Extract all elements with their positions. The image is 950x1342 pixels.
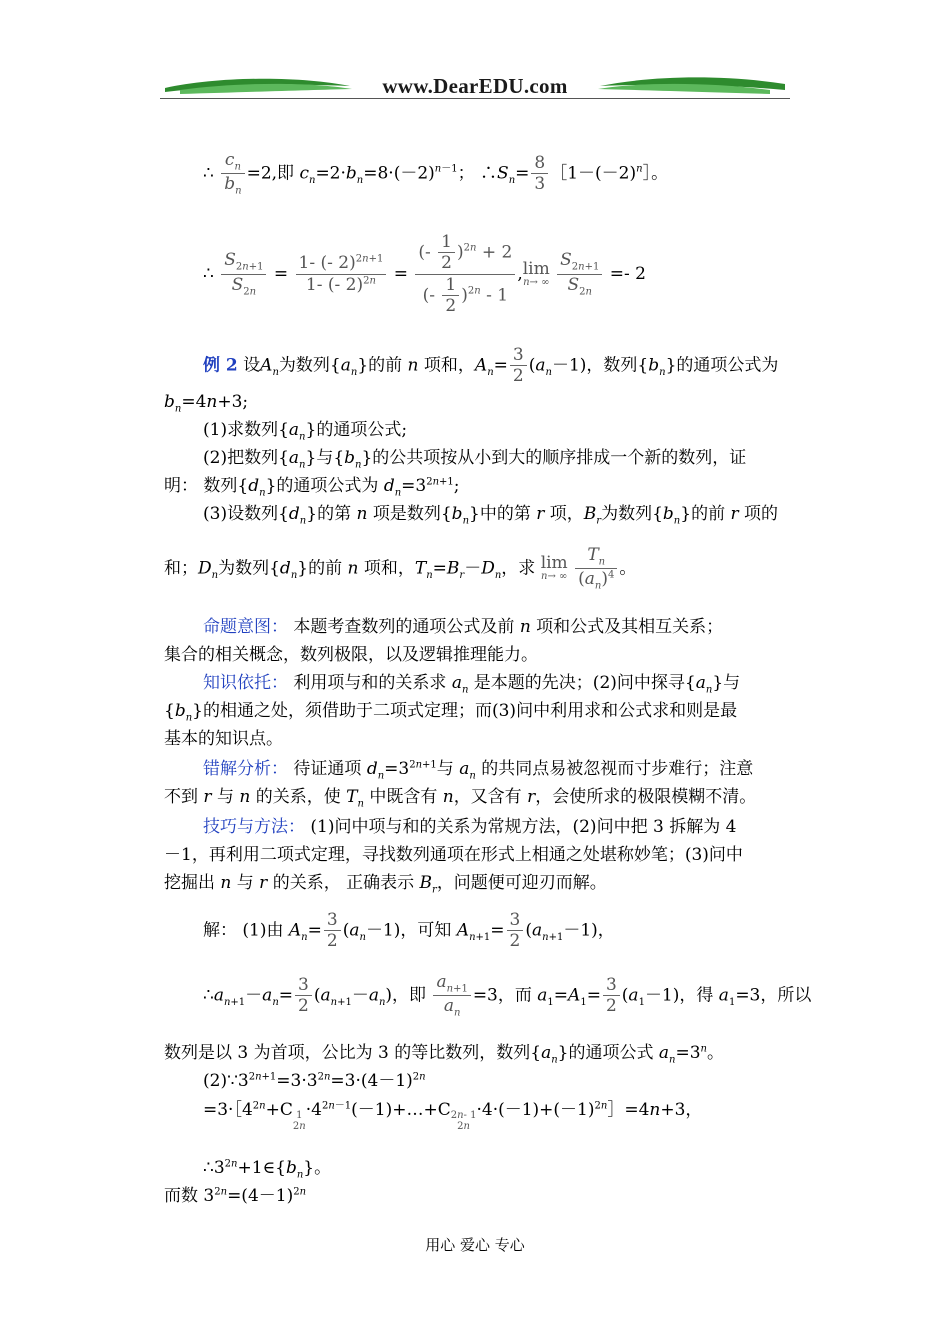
intent-label: 命题意图： [203,617,288,637]
tech-line-2: －1，再利用二项式定理，寻找数列通项在形式上相通之处堪称妙笔；(3)问中 [164,845,743,865]
question-2b: 明： 数列$\{d_n\}$的通项公式为 $d_n=3^{2n+1}$; [164,476,460,499]
solution-line-6: $\therefore 3^{2n}+1\in\{b_n\}$。 [203,1158,332,1181]
question-3b: 和；$D_n$为数列$\{d_n\}$的前 n 项和，$T_n=B_r-D_n$，求 lim n→ ∞ $\frac{T_n}{(a_n)^4}$ 。 [164,545,637,592]
knowledge-line-1: 知识依托： 利用项与和的关系求 $a_n$ 是本题的先决；(2)问中探寻$\{a_n\}$与 [203,673,741,696]
solution-line-1: 解： (1)由 $A_n=$ $\frac{3}{2}$ $(a_n-1)$，可知 $A_{n+1}=$ $\frac{3}{2}$ $(a_{n+1}-1)$， [203,910,615,952]
formula-line-2: ∴ $\frac{S_{2n+1}}{S_{2n}}$ = $\frac{1- (- 2)^{2n+1}}{1- (- 2)^{2n}}$ = (- $\frac{1}{2}$ )$^{2n}$ + 2 (- $\frac{1}{2}$ )$^{2n}$ - 1 , lim n→ ∞ $\frac{S_{2n+1}}{S_{2n}}$ =- 2 [203,232,646,317]
knowledge-line-3: 基本的知识点。 [164,729,283,749]
site-url: www.DearEDU.com [382,74,568,98]
error-line-2: 不到 r 与 n 的关系，使 $T_n$ 中既含有 n，又含有 r，会使所求的极限模糊不清。 [164,787,757,810]
question-3a: (3)设数列$\{d_n\}$的第 n 项是数列$\{b_n\}$中的第 r 项，$B_r$为数列$\{b_n\}$的前 r 项的 [203,504,779,527]
tech-label: 技巧与方法： [203,817,305,837]
error-line-1: 错解分析： 待证通项 $d_n=3^{2n+1}$与 $a_n$ 的共同点易被忽视而寸步难行；注意 [203,759,754,782]
question-1: (1)求数列$\{a_n\}$的通项公式; [203,420,408,443]
solution-line-7: 而数 $3^{2n}=(4-1)^{2n}$ [164,1186,307,1206]
solution-line-4: $(2)\because 3^{2n+1}=3\cdot 3^{2n}=3\cdot(4-1)^{2n}$ [203,1071,426,1091]
solution-line-2: $\therefore a_{n+1}-a_n=$ $\frac{3}{2}$ $(a_{n+1}-a_n)$，即 $\frac{a_{n+1}}{a_n}$ =3，而 $a_1=A_1=$ $\frac{3}{2}$ $(a_1-1)$，得 $a_1=3$，所以 [203,972,812,1019]
knowledge-line-2: $\{b_n\}$的相通之处，须借助于二项式定理；而(3)问中利用求和公式求和则是最 [164,701,738,724]
example-2-line-2: $b_n=4n+3$; [164,392,249,415]
error-label: 错解分析： [203,759,288,779]
formula-line-1: ∴ $\frac{c_n}{b_n}$ =2,即 $c_n=2\cdot b_n=8\cdot(-2)^{n-1}$； $\therefore S_n=$ $\frac{8}{3}$ $[1-(-2)^n]$。 [203,150,669,197]
solution-line-5: $=3\cdot[4^{2n}+C$ 1 $2n\cdot 4^{2n-1}(-1)+\dots+C2n-$ 1 $2n\cdot 4\cdot(-1)+(-1)^{2n}]=4n+3$， [203,1100,703,1132]
solution-line-3: 数列是以 3 为首项，公比为 3 的等比数列，数列$\{a_n\}$的通项公式 $a_n=3^n$。 [164,1043,724,1066]
example-label: 例 2 [203,355,238,376]
tech-line-1: 技巧与方法： (1)问中项与和的关系为常规方法，(2)问中把 3 拆解为 4 [203,817,737,837]
site-banner [160,70,790,106]
header-rule [160,98,790,99]
tech-line-3: 挖掘出 n 与 r 的关系， 正确表示 $B_r$，问题便可迎刃而解。 [164,873,607,896]
example-2-line-1: 例 2 设$A_n$为数列$\{a_n\}$的前 n 项和，$A_n=$ $\frac{3}{2}$ $(a_n-1)$，数列$\{b_n\}$的通项公式为 [203,345,779,387]
intent-line-2: 集合的相关概念，数列极限，以及逻辑推理能力。 [164,645,538,665]
question-2a: (2)把数列$\{a_n\}$与$\{b_n\}$的公共项按从小到大的顺序排成一个新的数列，证 [203,448,747,471]
knowledge-label: 知识依托： [203,673,288,693]
page-footer: 用心 爱心 专心 [425,1236,525,1254]
intent-line-1: 命题意图： 本题考查数列的通项公式及前 n 项和公式及其相互关系； [203,617,724,637]
